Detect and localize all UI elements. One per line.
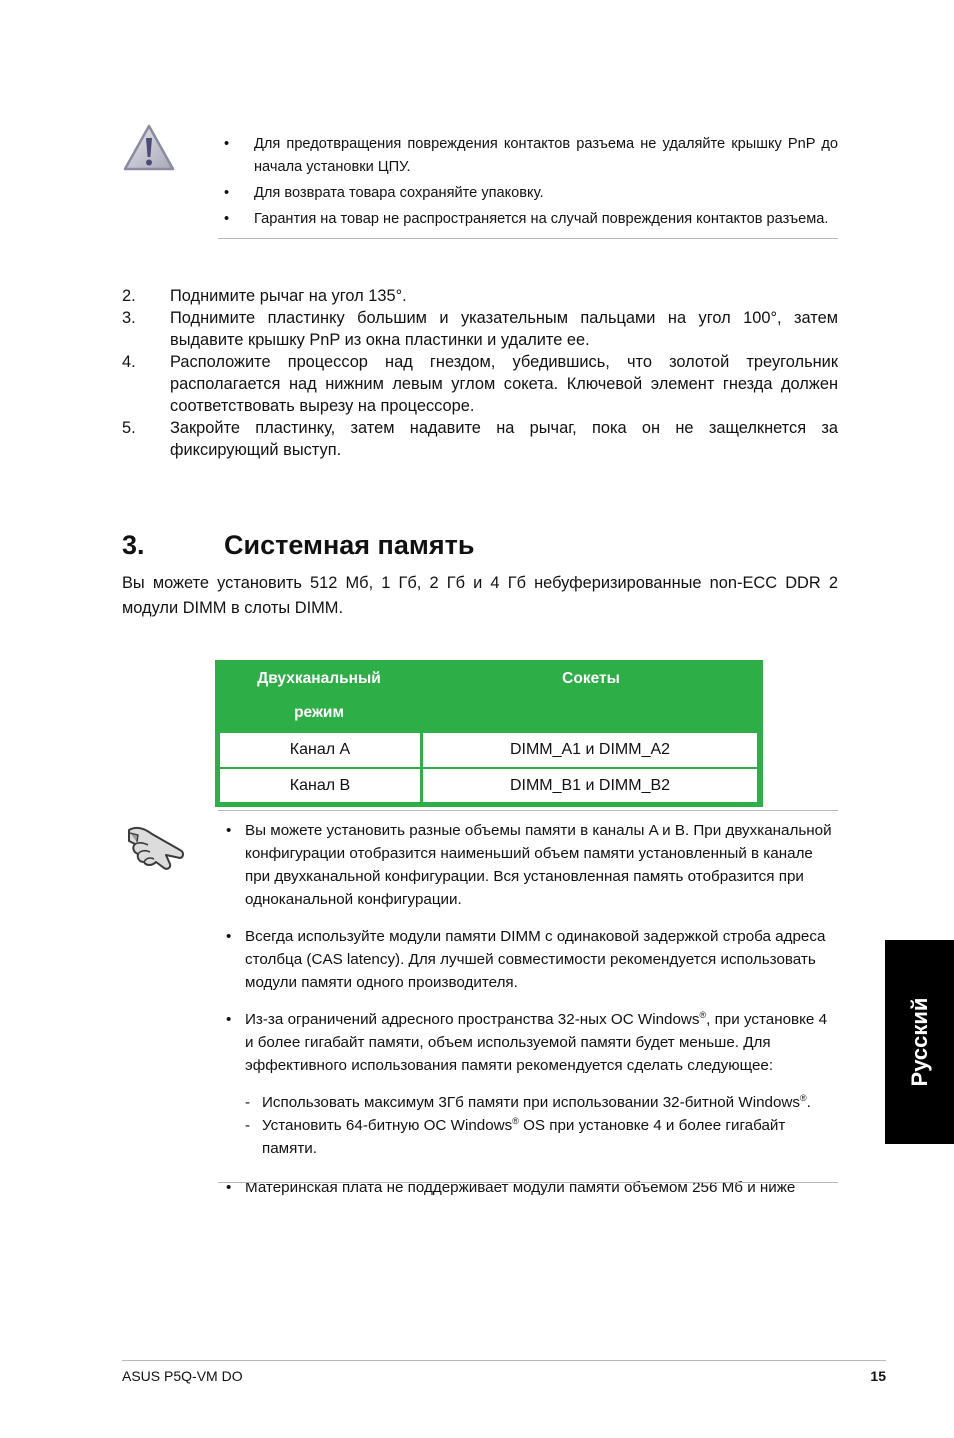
- step-item: 5. Закройте пластинку, затем надавите на рычаг, пока он не защелкнется за фиксирующий выступ.: [122, 419, 838, 459]
- section-title: Системная память: [224, 530, 475, 560]
- language-label: Русский: [906, 997, 932, 1087]
- step-item: 2. Поднимите рычаг на угол 135°.: [122, 287, 407, 305]
- sublist-item: - Использовать максимум 3Гб памяти при использовании 32-битной Windows®.: [245, 1092, 811, 1111]
- bullet: •: [226, 1179, 232, 1196]
- note-list: [218, 819, 838, 1199]
- note-sublist: [245, 1091, 838, 1160]
- table-cell-sockets: DIMM_B1 и DIMM_B2: [423, 769, 757, 802]
- pointing-hand-icon: [126, 822, 188, 874]
- bullet: •: [224, 211, 230, 227]
- warning-triangle-icon: [122, 123, 176, 173]
- bullet: •: [226, 822, 232, 839]
- bullet: •: [224, 136, 230, 152]
- note-item: • Вы можете установить разные объемы памяти в каналы A и B. При двухканальной конфигурации отобразится наименьший объем памяти установленный в канале при двухканальной конфигурации. Вся установленная память отобразится при одноканальной конфигурации.: [218, 819, 838, 911]
- bullet: •: [226, 928, 232, 945]
- table-cell-channel: Канал A: [220, 733, 420, 767]
- section-intro: Вы можете установить 512 Мб, 1 Гб, 2 Гб и 4 Гб небуферизированные non-ECC DDR 2 модули DIMM в слоты DIMM.: [122, 574, 838, 617]
- caution-item: • Для предотвращения повреждения контактов разъема не удаляйте крышку PnP до начала установки ЦПУ.: [218, 133, 838, 179]
- note-item: • Материнская плата не поддерживает модули памяти объемом 256 Мб и ниже: [218, 1176, 838, 1199]
- caution-item: • Гарантия на товар не распространяется на случай повреждения контактов разъема.: [218, 208, 838, 231]
- caution-list: [218, 133, 838, 234]
- table-cell-channel: Канал B: [220, 769, 420, 802]
- divider: [218, 238, 838, 239]
- table-header-mode-line1: Двухканальный: [257, 670, 381, 687]
- section-number: 3.: [122, 530, 145, 560]
- step-item: 4. Расположите процессор над гнездом, убедившись, что золотой треугольник располагается над нижним левым углом сокета. Ключевой элемент гнезда должен соответствовать вырезу на процессоре.: [122, 353, 838, 415]
- bullet: •: [226, 1011, 232, 1028]
- bullet: •: [224, 185, 230, 201]
- table-header-mode-line2: режим: [294, 704, 344, 721]
- memory-config-table: [215, 660, 763, 807]
- step-item: 3. Поднимите пластинку большим и указательным пальцами на угол 100°, затем выдавите крышку PnP из окна пластинки и удалите ее.: [122, 309, 838, 349]
- caution-item: • Для возврата товара сохраняйте упаковку.: [218, 182, 838, 205]
- divider: [218, 810, 838, 811]
- page-number: 15: [870, 1368, 886, 1384]
- table-header-sockets: Сокеты: [562, 670, 620, 687]
- footer-divider: [122, 1360, 886, 1361]
- installation-steps: [122, 285, 838, 461]
- language-side-tab: [885, 940, 954, 1144]
- note-item: • Из-за ограничений адресного пространства 32-ных ОС Windows®, при установке 4 и более гигабайт памяти, объем используемой памяти будет меньше. Для эффективного использования памяти рекомендуется сделать следующее: - Использовать максимум 3Гб памяти при использовании 32-битной Windows®. - Установить 64-битную ОС Windows® OS при установке 4 и более гигабайт памяти.: [218, 1008, 838, 1160]
- table-cell-sockets: DIMM_A1 и DIMM_A2: [423, 733, 757, 767]
- note-item: • Всегда используйте модули памяти DIMM с одинаковой задержкой строба адреса столбца (CAS latency). Для лучшей совместимости рекомендуется использовать модули памяти одного производителя.: [218, 925, 838, 994]
- footer-product-name: ASUS P5Q-VM DO: [122, 1368, 243, 1384]
- sublist-item: - Установить 64-битную ОС Windows® OS при установке 4 и более гигабайт памяти.: [245, 1115, 786, 1157]
- divider: [218, 1182, 838, 1183]
